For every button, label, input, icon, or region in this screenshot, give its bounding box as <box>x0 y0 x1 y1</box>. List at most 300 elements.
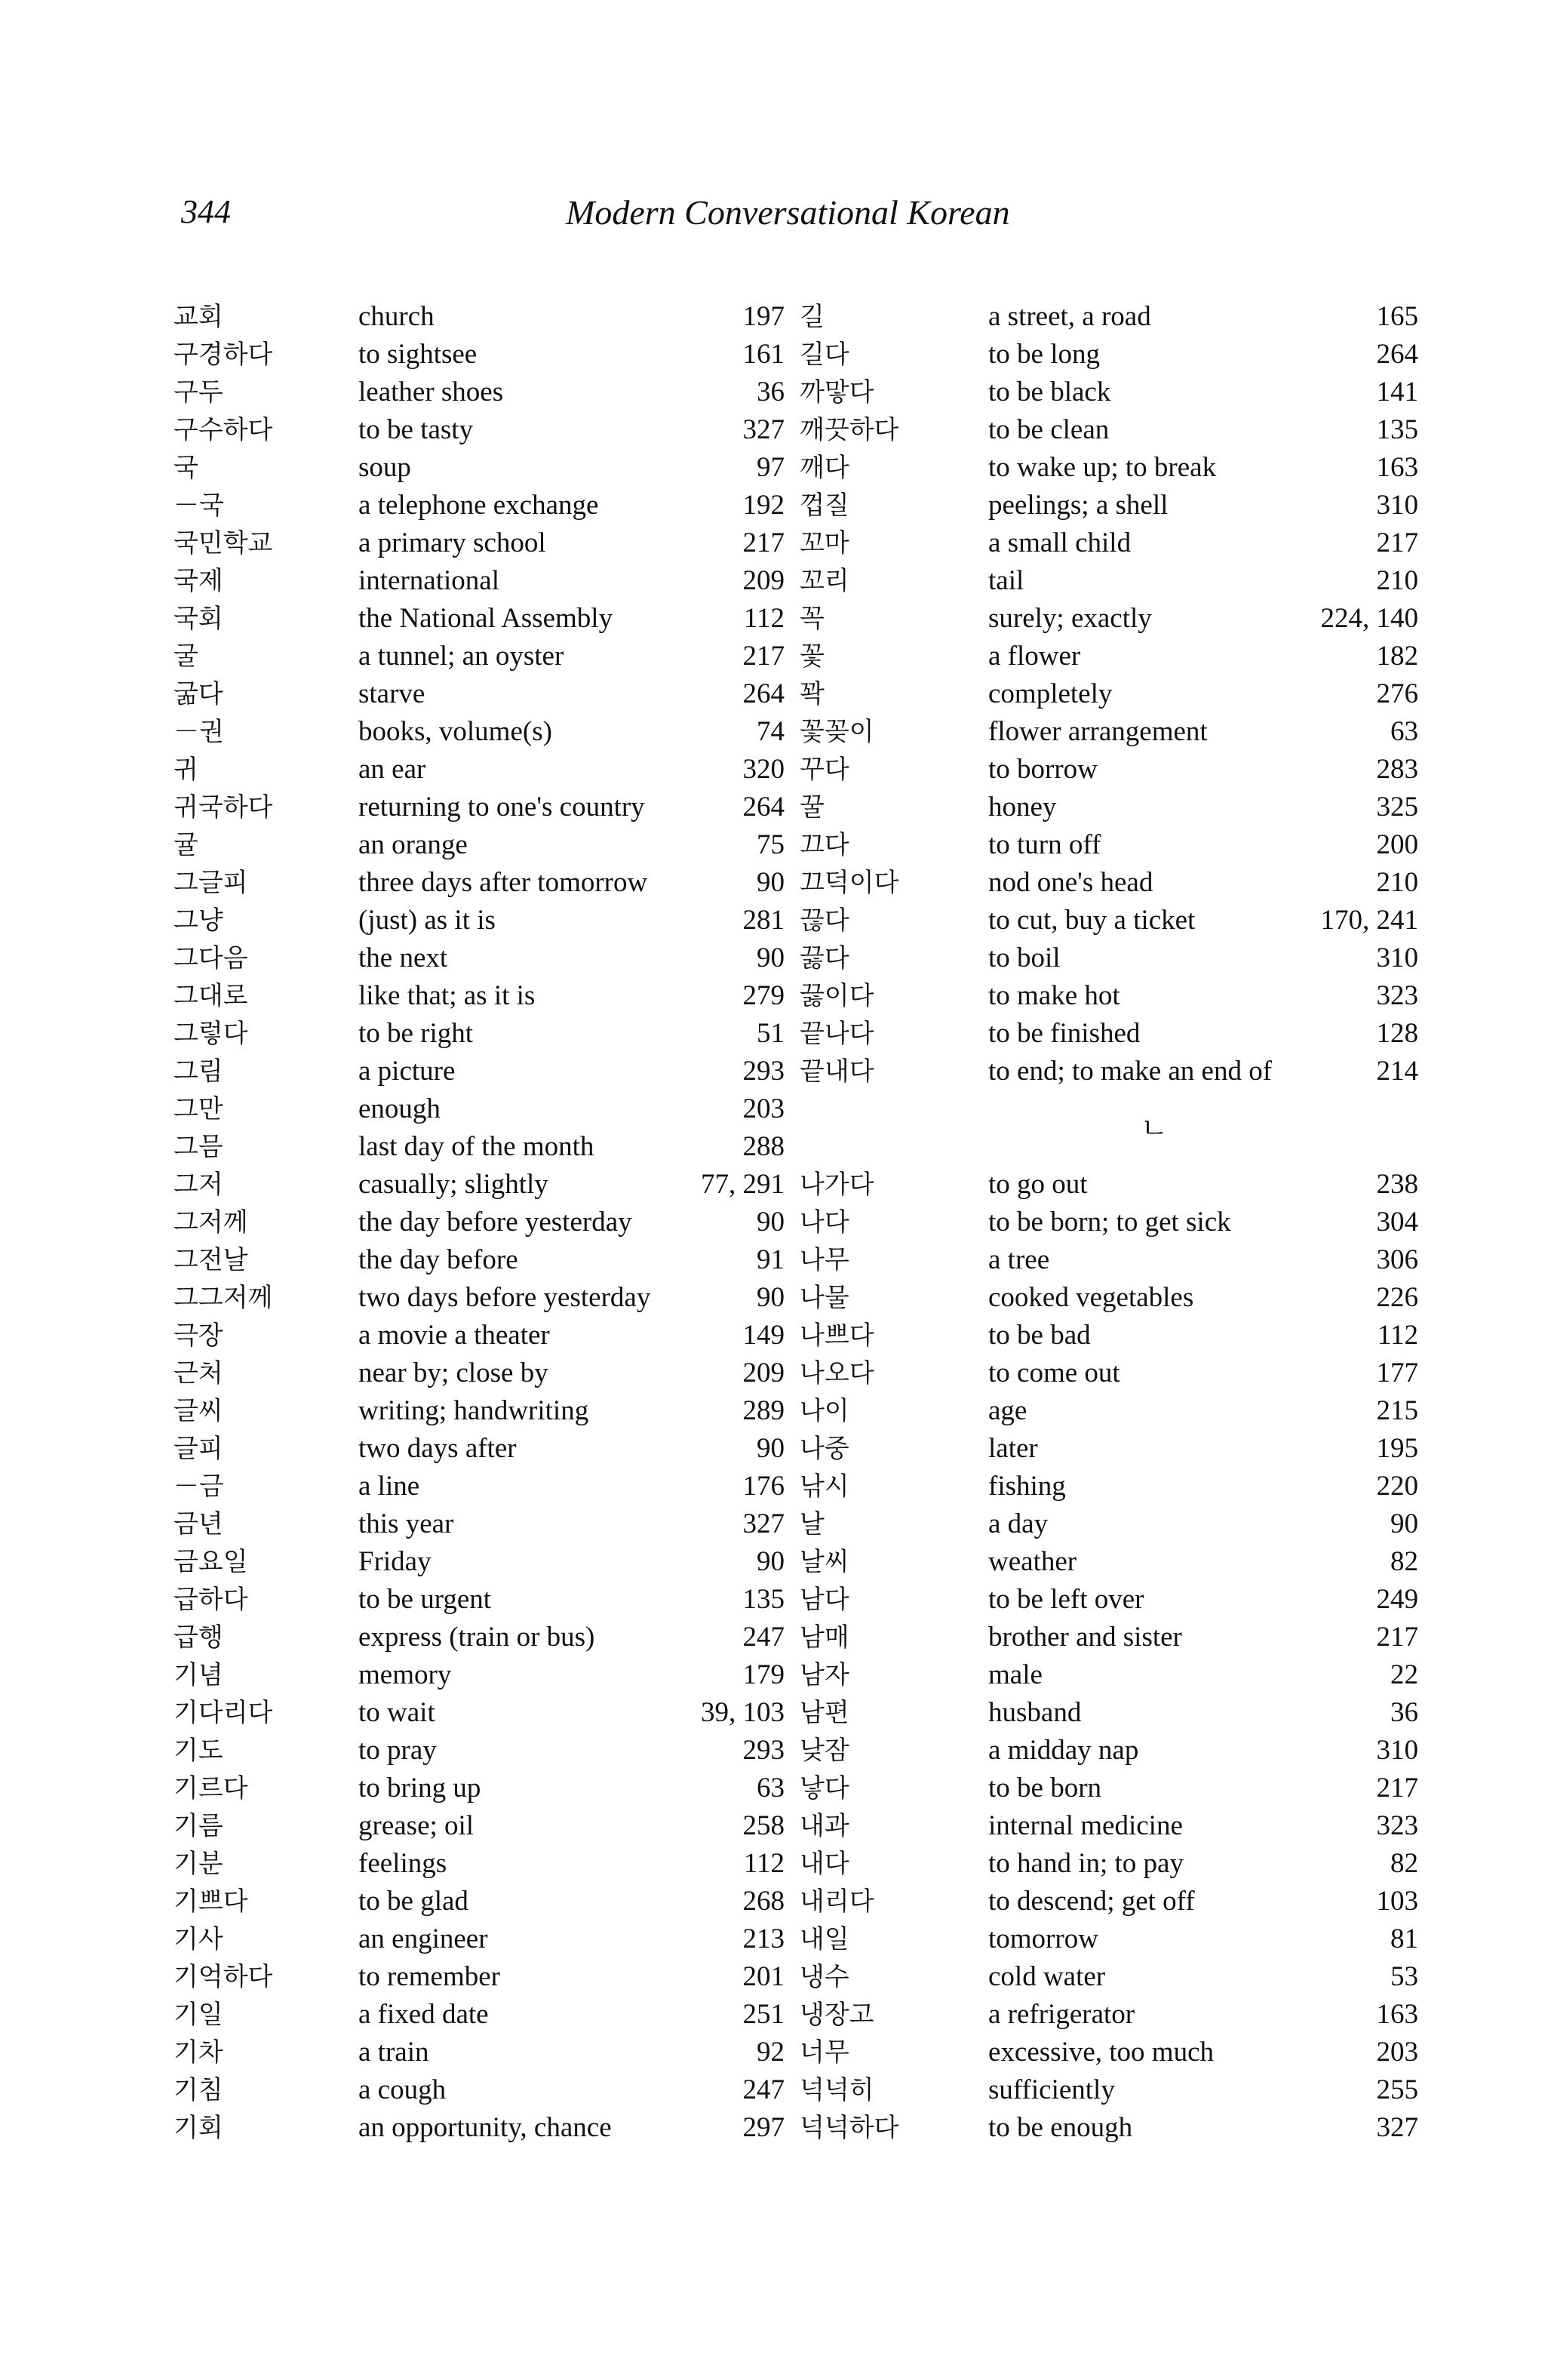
page-reference: 220 <box>1376 1471 1418 1502</box>
korean-term: 그냥 <box>174 906 223 936</box>
english-gloss: honey <box>988 792 1057 823</box>
english-gloss: to be long <box>988 339 1100 370</box>
glossary-entry <box>800 1883 1418 1920</box>
english-gloss: a day <box>988 1508 1049 1539</box>
page-reference: 51 <box>757 1018 785 1049</box>
glossary-entry <box>800 1694 1418 1732</box>
korean-term: 기사 <box>174 1924 223 1954</box>
korean-term: 국제 <box>174 566 223 596</box>
page-reference: 90 <box>757 867 785 898</box>
page-reference: 323 <box>1376 980 1418 1011</box>
page-number: 344 <box>181 193 231 230</box>
korean-term: 나가다 <box>800 1170 874 1200</box>
glossary-section-g <box>800 298 1418 1090</box>
english-gloss: a tunnel; an oyster <box>358 641 564 672</box>
page-reference: 75 <box>757 829 785 860</box>
english-gloss: to be urgent <box>358 1584 492 1615</box>
page-reference: 103 <box>1376 1886 1418 1917</box>
english-gloss: last day of the month <box>358 1131 594 1162</box>
english-gloss: church <box>358 301 435 332</box>
glossary-entry <box>174 562 785 600</box>
page-reference: 81 <box>1390 1923 1418 1954</box>
glossary-entry <box>174 1581 785 1619</box>
glossary-entry <box>174 1920 785 1958</box>
page-reference: 213 <box>742 1923 785 1954</box>
english-gloss: grease; oil <box>358 1810 475 1841</box>
english-gloss: to borrow <box>988 754 1098 785</box>
glossary-entry <box>174 336 785 374</box>
glossary-entry <box>174 411 785 449</box>
korean-term: 꼬리 <box>800 566 849 596</box>
english-gloss: internal medicine <box>988 1810 1183 1841</box>
page-reference: 135 <box>742 1584 785 1615</box>
glossary-entry <box>174 1204 785 1241</box>
glossary-entry <box>800 2109 1418 2147</box>
korean-term: 극장 <box>174 1321 223 1351</box>
english-gloss: an orange <box>358 829 468 860</box>
glossary-entry <box>174 600 785 638</box>
glossary-entry <box>174 1543 785 1581</box>
glossary-entry <box>174 2109 785 2147</box>
korean-term: 교회 <box>174 302 223 332</box>
english-gloss: to descend; get off <box>988 1886 1195 1917</box>
page-reference: 217 <box>1376 1773 1418 1803</box>
glossary-entry <box>800 1732 1418 1770</box>
english-gloss: to be right <box>358 1018 474 1049</box>
korean-term: 끓이다 <box>800 981 874 1011</box>
page-reference: 82 <box>1390 1848 1418 1879</box>
page-reference: 36 <box>757 377 785 407</box>
glossary-entry <box>800 1166 1418 1204</box>
glossary-entry <box>174 1770 785 1807</box>
english-gloss: a cough <box>358 2074 447 2105</box>
korean-term: 나쁘다 <box>800 1321 874 1351</box>
english-gloss: to remember <box>358 1961 500 1992</box>
korean-term: 기르다 <box>174 1773 248 1803</box>
korean-term: 굴 <box>174 641 198 672</box>
page-reference: 210 <box>1376 867 1418 898</box>
english-gloss: to be born; to get sick <box>988 1207 1231 1238</box>
page-reference: 177 <box>1376 1358 1418 1388</box>
glossary-entry <box>174 1241 785 1279</box>
glossary-entry <box>800 1505 1418 1543</box>
english-gloss: to be bad <box>988 1320 1091 1351</box>
english-gloss: a train <box>358 2037 429 2068</box>
page-header <box>0 192 1545 245</box>
korean-term: 낮잠 <box>800 1736 849 1766</box>
page-reference: 53 <box>1390 1961 1418 1992</box>
glossary-entry <box>800 524 1418 562</box>
glossary-entry <box>174 1053 785 1090</box>
glossary-entry <box>800 487 1418 524</box>
korean-term: 기분 <box>174 1849 223 1879</box>
glossary-entry <box>800 1204 1418 1241</box>
english-gloss: peelings; a shell <box>988 490 1169 521</box>
korean-term: 나다 <box>800 1207 849 1238</box>
english-gloss: casually; slightly <box>358 1169 548 1200</box>
english-gloss: a refrigerator <box>988 1999 1135 2030</box>
glossary-entry <box>800 1015 1418 1053</box>
english-gloss: to be finished <box>988 1018 1141 1049</box>
page-reference: 249 <box>1376 1584 1418 1615</box>
korean-term: 그저 <box>174 1170 223 1200</box>
korean-term: 깨다 <box>800 453 849 483</box>
english-gloss: to turn off <box>988 829 1101 860</box>
english-gloss: starve <box>358 678 425 709</box>
korean-term: 나이 <box>800 1396 849 1426</box>
korean-term: 꽃 <box>800 641 825 672</box>
page-reference: 217 <box>742 527 785 558</box>
english-gloss: to come out <box>988 1358 1120 1388</box>
korean-term: 그대로 <box>174 981 248 1011</box>
english-gloss: to boil <box>988 942 1061 973</box>
korean-term: 기회 <box>174 2113 223 2143</box>
english-gloss: male <box>988 1659 1043 1690</box>
english-gloss: a fixed date <box>358 1999 489 2030</box>
page-reference: 203 <box>742 1093 785 1124</box>
korean-term: 기침 <box>174 2075 223 2105</box>
english-gloss: the next <box>358 942 448 973</box>
korean-term: 까맣다 <box>800 377 874 407</box>
korean-term: 그그저께 <box>174 1283 273 1313</box>
section-heading: ㄴ <box>1140 1112 1169 1145</box>
glossary-entry <box>800 1317 1418 1355</box>
korean-term: 꼬마 <box>800 528 849 558</box>
glossary-entry <box>174 1996 785 2034</box>
page-reference: 327 <box>742 1508 785 1539</box>
glossary-entry <box>800 789 1418 826</box>
english-gloss: cooked vegetables <box>988 1282 1194 1313</box>
korean-term: 그림 <box>174 1056 223 1087</box>
english-gloss: husband <box>988 1697 1082 1728</box>
page-reference: 310 <box>1376 1735 1418 1766</box>
glossary-entry <box>800 939 1418 977</box>
english-gloss: an ear <box>358 754 426 785</box>
glossary-entry <box>174 449 785 487</box>
glossary-entry <box>174 487 785 524</box>
glossary-entry <box>174 1505 785 1543</box>
english-gloss: two days before yesterday <box>358 1282 651 1313</box>
page-reference: 39, 103 <box>701 1697 785 1728</box>
page-reference: 217 <box>1376 1622 1418 1653</box>
korean-term: 낚시 <box>800 1471 849 1502</box>
page-reference: 165 <box>1376 301 1418 332</box>
glossary-entry <box>800 1053 1418 1090</box>
korean-term: 끄다 <box>800 830 849 860</box>
korean-term: 낳다 <box>800 1773 849 1803</box>
page-reference: 92 <box>757 2037 785 2068</box>
english-gloss: books, volume(s) <box>358 716 552 747</box>
english-gloss: a midday nap <box>988 1735 1139 1766</box>
english-gloss: to sightsee <box>358 339 478 370</box>
page-reference: 195 <box>1376 1433 1418 1464</box>
english-gloss: the National Assembly <box>358 603 613 634</box>
english-gloss: soup <box>358 452 411 483</box>
page-reference: 283 <box>1376 754 1418 785</box>
page-reference: 217 <box>742 641 785 672</box>
glossary-entry <box>174 1468 785 1505</box>
korean-term: 기다리다 <box>174 1698 273 1728</box>
glossary-entry <box>174 2071 785 2109</box>
english-gloss: flower arrangement <box>988 716 1208 747</box>
korean-term: 그글피 <box>174 868 248 898</box>
korean-term: 굶다 <box>174 679 223 709</box>
english-gloss: feelings <box>358 1848 447 1879</box>
page-reference: 289 <box>742 1395 785 1426</box>
english-gloss: international <box>358 565 499 596</box>
korean-term: 남편 <box>800 1698 849 1728</box>
page-reference: 279 <box>742 980 785 1011</box>
english-gloss: to make hot <box>988 980 1120 1011</box>
page-reference: 297 <box>742 2112 785 2143</box>
page-reference: 247 <box>742 1622 785 1653</box>
english-gloss: to be glad <box>358 1886 468 1917</box>
glossary-entry <box>800 1279 1418 1317</box>
glossary-entry <box>174 374 785 411</box>
page-reference: 310 <box>1376 942 1418 973</box>
glossary-entry <box>174 902 785 939</box>
korean-term: 귀국하다 <box>174 792 273 823</box>
english-gloss: to be tasty <box>358 414 474 445</box>
english-gloss: to end; to make an end of <box>988 1056 1273 1087</box>
glossary-entry <box>174 1845 785 1883</box>
korean-term: 길 <box>800 302 825 332</box>
english-gloss: excessive, too much <box>988 2037 1214 2068</box>
page-reference: 224, 140 <box>1320 603 1418 634</box>
glossary-entry <box>800 562 1418 600</box>
glossary-entry <box>800 2071 1418 2109</box>
glossary-entry <box>800 1543 1418 1581</box>
english-gloss: a line <box>358 1471 420 1502</box>
korean-term: 나무 <box>800 1245 849 1275</box>
english-gloss: to be clean <box>988 414 1110 445</box>
glossary-entry <box>800 1392 1418 1430</box>
glossary-entry <box>174 1807 785 1845</box>
english-gloss: a street, a road <box>988 301 1151 332</box>
page-reference: 36 <box>1390 1697 1418 1728</box>
korean-term: 내일 <box>800 1924 849 1954</box>
glossary-entry <box>800 638 1418 675</box>
page-reference: 293 <box>742 1056 785 1087</box>
glossary-entry <box>174 1883 785 1920</box>
glossary-entry <box>800 449 1418 487</box>
korean-term: 금년 <box>174 1509 223 1539</box>
page-reference: 215 <box>1376 1395 1418 1426</box>
page-reference: 251 <box>742 1999 785 2030</box>
glossary-entry <box>800 336 1418 374</box>
page-reference: 264 <box>742 678 785 709</box>
glossary-entry <box>174 939 785 977</box>
korean-term: 그만 <box>174 1094 223 1124</box>
korean-term: 기차 <box>174 2037 223 2068</box>
glossary-section-n <box>800 1166 1418 2147</box>
korean-term: 기일 <box>174 2000 223 2030</box>
page-reference: 264 <box>742 792 785 823</box>
english-gloss: sufficiently <box>988 2074 1115 2105</box>
page-reference: 201 <box>742 1961 785 1992</box>
korean-term: －국 <box>174 490 224 521</box>
korean-term: 깨끗하다 <box>800 415 899 445</box>
glossary-entry <box>174 1355 785 1392</box>
glossary-entry <box>174 1015 785 1053</box>
page-reference: 214 <box>1376 1056 1418 1087</box>
korean-term: 구두 <box>174 377 223 407</box>
english-gloss: cold water <box>988 1961 1106 1992</box>
page-reference: 90 <box>757 1207 785 1238</box>
korean-term: 기억하다 <box>174 1962 273 1992</box>
page-reference: 135 <box>1376 414 1418 445</box>
english-gloss: this year <box>358 1508 454 1539</box>
english-gloss: to be black <box>988 377 1111 407</box>
glossary-entry <box>174 1090 785 1128</box>
page-reference: 90 <box>757 942 785 973</box>
page-reference: 163 <box>1376 452 1418 483</box>
korean-term: 글피 <box>174 1434 223 1464</box>
english-gloss: the day before <box>358 1244 518 1275</box>
english-gloss: completely <box>988 678 1113 709</box>
glossary-entry <box>800 826 1418 864</box>
glossary-entry <box>800 1996 1418 2034</box>
english-gloss: an opportunity, chance <box>358 2112 612 2143</box>
korean-term: 국회 <box>174 604 223 634</box>
glossary-entry <box>800 1355 1418 1392</box>
glossary-entry <box>174 751 785 789</box>
page-reference: 217 <box>1376 527 1418 558</box>
page-reference: 90 <box>1390 1508 1418 1539</box>
page-reference: 310 <box>1376 490 1418 521</box>
korean-term: 나오다 <box>800 1358 874 1388</box>
korean-term: 끝나다 <box>800 1019 874 1049</box>
page-reference: 161 <box>742 339 785 370</box>
korean-term: 꽃꽂이 <box>800 717 874 747</box>
korean-term: 끓다 <box>800 943 849 973</box>
page-reference: 77, 291 <box>701 1169 785 1200</box>
page-reference: 91 <box>757 1244 785 1275</box>
page-reference: 320 <box>742 754 785 785</box>
korean-term: 그렇다 <box>174 1019 248 1049</box>
page-reference: 197 <box>742 301 785 332</box>
glossary-entry <box>800 1958 1418 1996</box>
running-title: Modern Conversational Korean <box>566 193 1010 232</box>
korean-term: 기쁘다 <box>174 1886 248 1917</box>
english-gloss: writing; handwriting <box>358 1395 589 1426</box>
glossary-entry <box>174 977 785 1015</box>
korean-term: 내다 <box>800 1849 849 1879</box>
english-gloss: memory <box>358 1659 452 1690</box>
korean-term: －금 <box>174 1471 224 1502</box>
korean-term: 글씨 <box>174 1396 223 1426</box>
korean-term: 금요일 <box>174 1547 248 1577</box>
english-gloss: surely; exactly <box>988 603 1152 634</box>
english-gloss: enough <box>358 1093 441 1124</box>
korean-term: 껍질 <box>800 490 849 521</box>
english-gloss: tail <box>988 565 1024 596</box>
glossary-entry <box>174 789 785 826</box>
english-gloss: nod one's head <box>988 867 1153 898</box>
glossary-entry <box>174 524 785 562</box>
page-reference: 182 <box>1376 641 1418 672</box>
glossary-entry <box>800 600 1418 638</box>
page-reference: 90 <box>757 1282 785 1313</box>
korean-term: 내과 <box>800 1811 849 1841</box>
page-reference: 90 <box>757 1546 785 1577</box>
english-gloss: a picture <box>358 1056 456 1087</box>
glossary-entry <box>800 1845 1418 1883</box>
korean-term: 급하다 <box>174 1585 248 1615</box>
english-gloss: to wait <box>358 1697 435 1728</box>
page-reference: 226 <box>1376 1282 1418 1313</box>
english-gloss: brother and sister <box>988 1622 1182 1653</box>
page-reference: 281 <box>742 905 785 936</box>
glossary-column-right <box>800 298 1418 2147</box>
english-gloss: tomorrow <box>988 1923 1098 1954</box>
page-reference: 74 <box>757 716 785 747</box>
glossary-entry <box>174 826 785 864</box>
korean-term: 넉넉히 <box>800 2075 874 2105</box>
korean-term: 내리다 <box>800 1886 874 1917</box>
english-gloss: a small child <box>988 527 1132 558</box>
page-reference: 293 <box>742 1735 785 1766</box>
glossary-entry <box>800 1807 1418 1845</box>
glossary-entry <box>800 1656 1418 1694</box>
korean-term: 나중 <box>800 1434 849 1464</box>
page-reference: 176 <box>742 1471 785 1502</box>
glossary-entry <box>800 1770 1418 1807</box>
korean-term: 꿀 <box>800 792 825 823</box>
glossary-entry <box>174 1694 785 1732</box>
page-reference: 22 <box>1390 1659 1418 1690</box>
korean-term: 급행 <box>174 1622 223 1653</box>
english-gloss: an engineer <box>358 1923 488 1954</box>
korean-term: 꼭 <box>800 604 825 634</box>
english-gloss: age <box>988 1395 1027 1426</box>
glossary-entry <box>174 1317 785 1355</box>
korean-term: 꽉 <box>800 679 825 709</box>
english-gloss: a flower <box>988 641 1081 672</box>
korean-term: 귀 <box>174 755 198 785</box>
korean-term: 남자 <box>800 1660 849 1690</box>
korean-term: 길다 <box>800 340 849 370</box>
korean-term: 근처 <box>174 1358 223 1388</box>
english-gloss: to be left over <box>988 1584 1144 1615</box>
glossary-entry <box>174 1430 785 1468</box>
glossary-entry <box>174 1166 785 1204</box>
korean-term: 구경하다 <box>174 340 273 370</box>
korean-term: 끝내다 <box>800 1056 874 1087</box>
english-gloss: to be born <box>988 1773 1102 1803</box>
korean-term: 기름 <box>174 1811 223 1841</box>
page-reference: 209 <box>742 1358 785 1388</box>
korean-term: 남매 <box>800 1622 849 1653</box>
english-gloss: weather <box>988 1546 1077 1577</box>
page-reference: 238 <box>1376 1169 1418 1200</box>
page-reference: 90 <box>757 1433 785 1464</box>
korean-term: 구수하다 <box>174 415 273 445</box>
english-gloss: fishing <box>988 1471 1066 1502</box>
glossary-column-left <box>174 298 785 2147</box>
english-gloss: to be enough <box>988 2112 1133 2143</box>
glossary-entry <box>174 1656 785 1694</box>
page-reference: 170, 241 <box>1320 905 1418 936</box>
korean-term: 그다음 <box>174 943 248 973</box>
glossary-entry <box>174 1732 785 1770</box>
korean-term: 냉수 <box>800 1962 849 1992</box>
glossary-entry <box>800 675 1418 713</box>
glossary-entry <box>800 751 1418 789</box>
glossary-entry <box>800 1920 1418 1958</box>
korean-term: 기념 <box>174 1660 223 1690</box>
glossary-entry <box>800 864 1418 902</box>
